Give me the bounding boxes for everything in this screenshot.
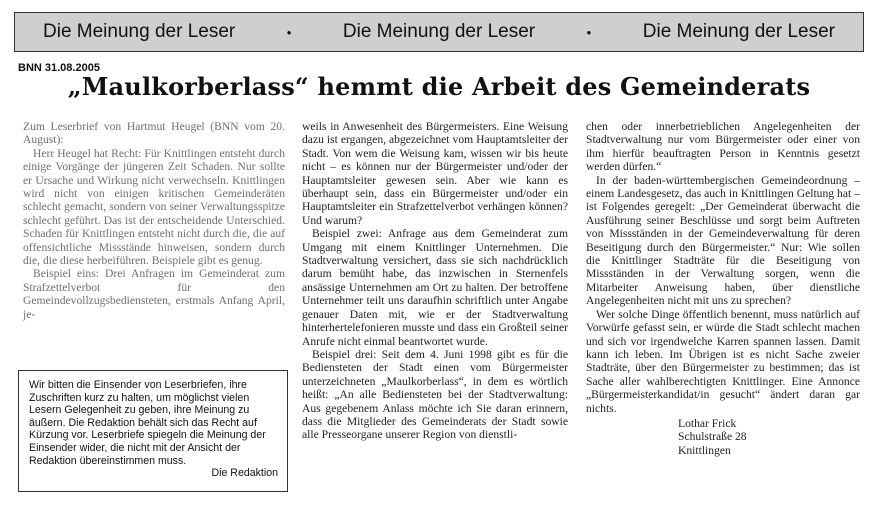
author-signature xyxy=(586,417,860,457)
paragraph: Herr Heugel hat Recht: Für Knittlingen entsteht durch einige Vorgänge der jüngeren Zeit Schaden. Nur sollte er Ursache und Wirkung nicht verwechseln. Knittlingen wird nicht von einigen kritischen Gemeinderäten schlecht gemacht, sondern von seiner Verwaltungsspitze schlecht geführt. Das ist der entscheidende Unterschied. Schaden für Knittlingen entsteht nicht durch die, die auf offensichtliche Missstände hinweisen, sondern durch die, die diese herbeiführen. Beispiele gibt es genug. xyxy=(23,146,285,268)
headline: „Maulkorberlass“ hemmt die Arbeit des Gemeinderats xyxy=(67,72,811,101)
paragraph: Wer solche Dinge öffentlich benennt, muss natürlich auf Vorwürfe gefasst sein, er würde die Stadt schlecht machen und sich vor irgendwelche Karren spannen lassen. Damit kann ich leben. Im Übrigen ist es nicht Sache zweier Stadträte, über den Bürgermeister zu bestimmen; das ist Sache aller wahlberechtigten Knittlinger. Eine Annonce „Bürgermeisterkandidat/in gesucht“ ändert daran gar nichts. xyxy=(586,307,860,415)
article-column-2 xyxy=(302,120,568,442)
editorial-note-box xyxy=(18,370,288,492)
banner-separator-1: • xyxy=(286,24,292,40)
article-column-3 xyxy=(586,120,860,457)
banner-title-2: Die Meinung der Leser xyxy=(342,21,536,42)
banner-title-1: Die Meinung der Leser xyxy=(43,21,236,42)
editorial-note-signature: Die Redaktion xyxy=(211,467,278,480)
author-city: Knittlingen xyxy=(678,443,731,457)
paragraph: In der baden-württembergischen Gemeindeordnung – einem Landesgesetz, das auch in Knittlingen Geltung hat – ist Folgendes geregelt: „Der Gemeinderat überwacht die Ausführung seiner Beschlüsse und sorgt beim Auftreten von Missständen in der Gemeindeverwaltung für deren Beseitigung durch den Bürgermeister.“ Nur: Wie sollen die Knittlinger Stadträte für die Beseitigung von Missständen in der Verwaltung sorgen, wenn die Mitarbeiter Anweisung haben, über dienstliche Angelegenheiten nicht mit uns zu sprechen? xyxy=(586,173,860,308)
banner-title-3: Die Meinung der Leser xyxy=(642,21,835,42)
paragraph: Beispiel eins: Drei Anfragen im Gemeinderat zum Strafzettelverbot für den Gemeindevollzugsbediensteten, erstmals Anfang April, je- xyxy=(23,267,285,321)
paragraph: weils in Anwesenheit des Bürgermeisters. Eine Weisung dazu ist ergangen, abgezeichnet vom Hauptamtsleiter der Stadt. Von wem die Weisung kam, wissen wir bis heute nicht – es können nur der Bürgermeister und/oder der Hauptamtsleiter gewesen sein. Aber wie kann es überhaupt sein, dass ein Bürgermeister und/oder ein Hauptamtsleiter ein Strafzettelverbot verhängen können? Und warum? xyxy=(302,120,568,227)
paragraph: Beispiel zwei: Anfrage aus dem Gemeinderat zum Umgang mit einem Knittlinger Unternehmen. Die Stadtverwaltung versichert, dass sie sich nachdrücklich darum bemüht habe, das inzwischen in Sternenfels ansässige Unternehmen am Ort zu halten. Der betroffene Unternehmer teilt uns daraufhin schriftlich unter Angabe genauer Daten mit, wie er der Stadtverwaltung hinterhertelefonieren musste und dass ein Großteil seiner Anrufe nicht einmal beantwortet wurde. xyxy=(302,227,568,348)
editorial-note-text: Wir bitten die Einsender von Leserbriefen, ihre Zuschriften kurz zu halten, um möglichst vielen Lesern Gelegenheit zu geben, ihre Meinung zu äußern. Die Redaktion behält sich das Recht auf Kürzung vor. Leserbriefe spiegeln die Meinung der Einsender wider, die nicht mit der Ansicht der Redaktion übereinstimmen muss. xyxy=(29,379,266,467)
section-banner xyxy=(14,12,864,52)
paragraph: chen oder innerbetrieblichen Angelegenheiten der Stadtverwaltung nur vom Bürgermeister oder einer von ihm hierfür beauftragten Person in Kenntnis gesetzt werden dürfen.“ xyxy=(586,120,860,174)
paragraph: Beispiel drei: Seit dem 4. Juni 1998 gibt es für die Bediensteten der Stadt einen vom Bürgermeister unterzeichneten „Maulkorberlass“, in dem es wörtlich heißt: „An alle Bediensteten bei der Stadtverwaltung: Aus gegebenem Anlass möchte ich Sie daran erinnern, dass die Mitglieder des Gemeinderats der Stadt sowie alle Presseorgane unserer Region von dienstli- xyxy=(302,347,568,442)
author-street: Schulstraße 28 xyxy=(678,430,747,444)
banner-separator-2: • xyxy=(586,24,592,40)
source-label: BNN 31.08.2005 xyxy=(18,62,100,74)
letter-reference: Zum Leserbrief von Hartmut Heugel (BNN vom 20. August): xyxy=(23,120,285,147)
author-name: Lothar Frick xyxy=(678,416,737,430)
article-column-1 xyxy=(23,120,285,321)
